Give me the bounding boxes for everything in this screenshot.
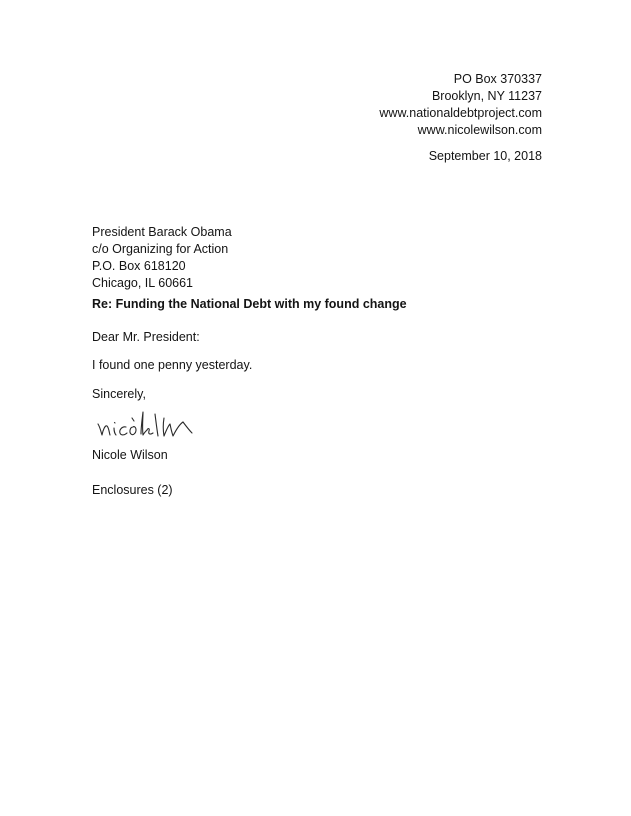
- salutation: Dear Mr. President:: [92, 330, 200, 344]
- recipient-organization: c/o Organizing for Action: [92, 242, 229, 256]
- sender-website-1: www.nationaldebtproject.com: [379, 106, 542, 120]
- recipient-city: Chicago, IL 60661: [92, 276, 194, 290]
- letter-body: I found one penny yesterday.: [92, 358, 253, 372]
- sender-po-box: PO Box 370337: [453, 72, 542, 86]
- sender-website-2: www.nicolewilson.com: [417, 123, 542, 137]
- sender-city: Brooklyn, NY 11237: [431, 89, 542, 103]
- closing: Sincerely,: [92, 387, 146, 401]
- sender-address-block: [379, 71, 542, 139]
- signer-name: Nicole Wilson: [92, 448, 168, 462]
- letter-date: September 10, 2018: [428, 149, 542, 163]
- enclosures-note: Enclosures (2): [92, 483, 173, 497]
- subject-line: Re: Funding the National Debt with my found change: [92, 297, 407, 311]
- recipient-name: President Barack Obama: [92, 225, 232, 239]
- recipient-po-box: P.O. Box 618120: [92, 259, 186, 273]
- recipient-address-block: [92, 224, 232, 292]
- handwritten-signature: [95, 400, 245, 445]
